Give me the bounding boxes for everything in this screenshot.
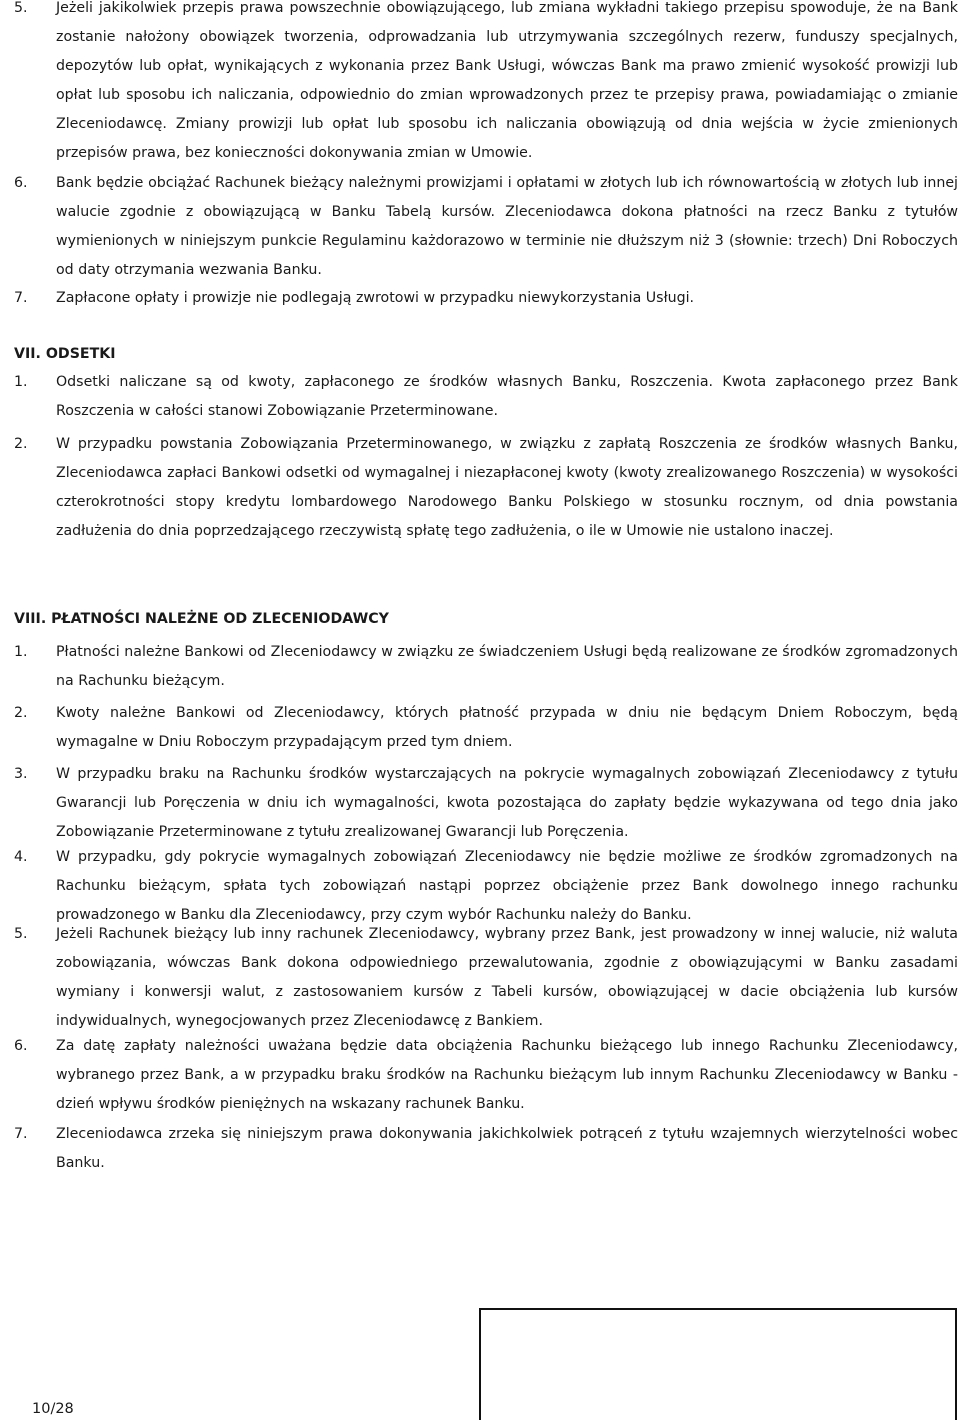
item-text: Za datę zapłaty należności uważana będzie data obciążenia Rachunku bieżącego lub innego Rachunku Zleceniodawcy, wybranego przez Bank, a w przypadku braku środków na Rachunku bieżącym lub innym Rachunku Zleceniodawcy w Banku - dzień wpływu środków pieniężnych na wskazany rachunek Banku. [56,1038,958,1112]
page-number: 10/28 [32,1401,74,1417]
item-number: 5. [14,0,28,16]
item-number: 2. [14,436,28,452]
item-text: Płatności należne Bankowi od Zleceniodawcy w związku ze świadczeniem Usługi będą realizowane ze środków zgromadzonych na Rachunku bieżącym. [56,644,958,689]
item-text: W przypadku powstania Zobowiązania Przeterminowanego, w związku z zapłatą Roszczenia ze środków własnych Banku, Zleceniodawca zapłaci Bankowi odsetki od wymagalnej i niezapłaconej kwoty (kwoty zrealizowanego Roszczenia) w wysokości czterokrotności stopy kredytu lombardowego Narodowego Banku Polskiego w stosunku rocznym, od dnia powstania zadłużenia do dnia poprzedzającego rzeczywistą spłatę tego zadłużenia, o ile w Umowie nie ustalono inaczej. [56,436,958,539]
item-number: 7. [14,290,28,306]
section-heading-platnosci: VIII. PŁATNOŚCI NALEŻNE OD ZLECENIODAWCY [14,611,389,627]
item-text: Jeżeli Rachunek bieżący lub inny rachunek Zleceniodawcy, wybrany przez Bank, jest prowadzony w innej walucie, niż waluta zobowiązania, wówczas Bank dokona odpowiedniego przewalutowania, zgodnie z obowiązującymi w Banku zasadami wymiany i konwersji walut, z zastosowaniem kursów z Tabeli kursów, obowiązującej w dacie obciążenia lub kursów indywidualnych, wynegocjowanych przez Zleceniodawcę z Bankiem. [56,926,958,1029]
item-number: 7. [14,1126,28,1142]
item-number: 1. [14,374,28,390]
item-number: 4. [14,849,28,865]
item-text: Zapłacone opłaty i prowizje nie podlegają zwrotowi w przypadku niewykorzystania Usługi. [56,290,695,306]
item-number: 1. [14,644,28,660]
item-number: 6. [14,1038,28,1054]
item-text: Jeżeli jakikolwiek przepis prawa powszechnie obowiązującego, lub zmiana wykładni takiego przepisu spowoduje, że na Bank zostanie nałożony obowiązek tworzenia, odprowadzania lub utrzymywania szczególnych rezerw, funduszy specjalnych, depozytów lub opłat, wynikających z wykonania przez Bank Usługi, wówczas Bank ma prawo zmienić wysokość prowizji lub opłat lub sposobu ich naliczania, odpowiednio do zmian wprowadzonych przez te przepisy prawa, powiadamiając o zmianie Zleceniodawcę. Zmiany prowizji lub opłat lub sposobu ich naliczania obowiązują od dnia wejścia w życie zmienionych przepisów prawa, bez konieczności dokonywania zmian w Umowie. [56,0,958,161]
section-heading-odsetki: VII. ODSETKI [14,346,116,362]
item-number: 6. [14,175,28,191]
item-text: Zleceniodawca zrzeka się niniejszym prawa dokonywania jakichkolwiek potrąceń z tytułu wzajemnych wierzytelności wobec Banku. [56,1126,958,1171]
item-text: Odsetki naliczane są od kwoty, zapłaconego ze środków własnych Banku, Roszczenia. Kwota zapłaconego przez Bank Roszczenia w całości stanowi Zobowiązanie Przeterminowane. [56,374,958,419]
item-number: 2. [14,705,28,721]
item-text: W przypadku braku na Rachunku środków wystarczających na pokrycie wymagalnych zobowiązań Zleceniodawcy z tytułu Gwarancji lub Poręczenia w dniu ich wymagalności, kwota pozostająca do zapłaty będzie wykazywana od tego dnia jako Zobowiązanie Przeterminowane z tytułu zrealizowanej Gwarancji lub Poręczenia. [56,766,958,840]
item-number: 5. [14,926,28,942]
signature-box [479,1308,957,1420]
item-text: Bank będzie obciążać Rachunek bieżący należnymi prowizjami i opłatami w złotych lub ich równowartością w złotych lub innej walucie zgodnie z obowiązującą w Banku Tabelą kursów. Zleceniodawca dokona płatności na rzecz Banku z tytułów wymienionych w niniejszym punkcie Regulaminu każdorazowo w terminie nie dłuższym niż 3 (słownie: trzech) Dni Roboczych od daty otrzymania wezwania Banku. [56,175,958,278]
item-number: 3. [14,766,28,782]
item-text: W przypadku, gdy pokrycie wymagalnych zobowiązań Zleceniodawcy nie będzie możliwe ze środków zgromadzonych na Rachunku bieżącym, spłata tych zobowiązań nastąpi poprzez obciążenie przez Bank dowolnego innego rachunku prowadzonego w Banku dla Zleceniodawcy, przy czym wybór Rachunku należy do Banku. [56,849,958,923]
item-text: Kwoty należne Bankowi od Zleceniodawcy, których płatność przypada w dniu nie będącym Dniem Roboczym, będą wymagalne w Dniu Roboczym przypadającym przed tym dniem. [56,705,958,750]
